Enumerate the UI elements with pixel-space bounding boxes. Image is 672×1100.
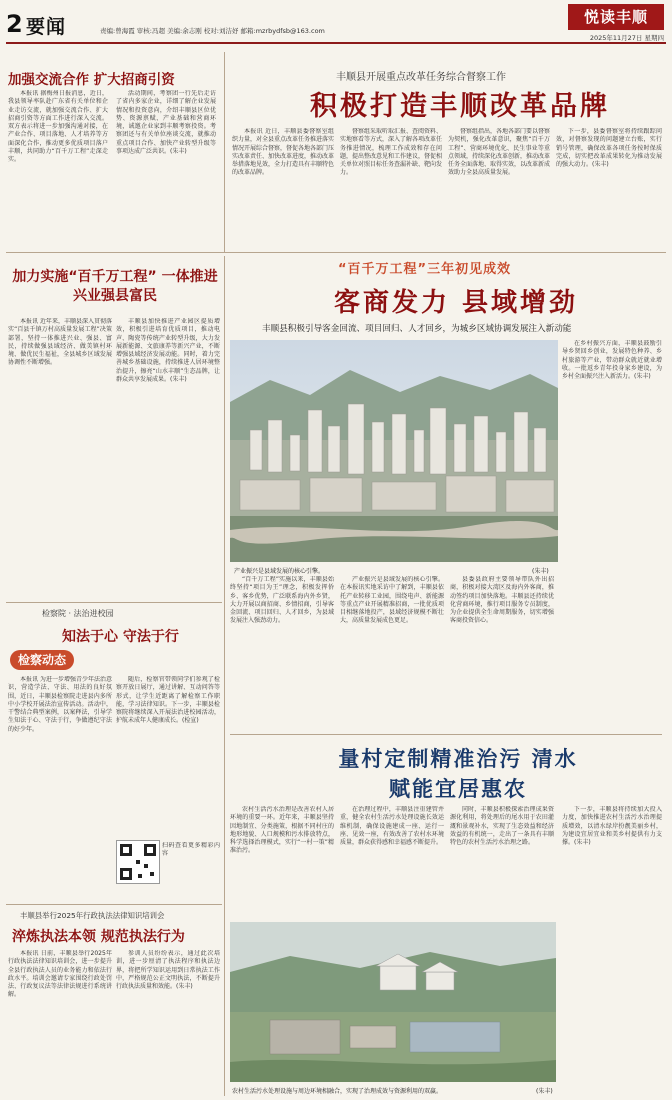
page-header [0,0,672,44]
article-ten-thousand-col2 [116,318,220,588]
photo-caption-investment: 产业振兴是县域发展的核心引擎。 [234,568,325,575]
article-paragraph: 本报讯 据梅州日报消息，近日，我县领导率队赴广东省有关单位和企业走访交流，就加强交流合作、扩大招商引资等方面工作进行深入交流。双方表示将进一步加强沟通对接，在产业合作、项目落地、人才培养等方面深化合作，推动更多优质项目落户丰顺，共同助力“百千万工程”走深走实。 [8,90,108,164]
article-enforce-col2 [116,950,220,1092]
headline-village: 量村定制精准治污 清水赋能宜居惠农 [338,746,578,801]
article-paragraph: 丰顺县加快推进产业园区提质增效，积极引进培育优质项目，推动电声、陶瓷等传统产业转型升级，大力发展新能源、文旅康养等新兴产业，不断增强县域经济发展动能。同时，着力完善城乡基础设施，持续推进人居环境整治提升，擦亮“山水丰顺”生态品牌，让群众共享发展成果。(朱丰) [116,318,220,384]
qr-note-text: 扫码查看更多精彩内容 [162,842,220,858]
village-photo [230,922,556,1082]
article-law-col1 [8,676,112,904]
village-illustration [230,922,556,1082]
article-paragraph: 下一步，县委督察室将持续跟踪问效，对督察发现的问题建立台账，实行销号管理，确保改革各项任务按时保质完成，切实把改革成果转化为推动发展的强大动力。(朱丰) [556,128,662,169]
section-divider [6,252,666,253]
article-paragraph: 督察组指出，各地各部门要以督察为契机，强化改革意识，聚焦“百千万工程”、营商环境优化、民生事业等重点领域，持续深化改革创新，推动改革任务全面落地、取得实效，以改革新成效助力全县高质量发展。 [448,128,550,177]
article-paragraph: “百千万工程”实施以来，丰顺县始终坚持“项目为王”理念，积极发挥侨乡、客乡优势，广泛联系海内外乡贤，大力开展以商招商、乡情招商，引导客金回流、项目回归、人才回乡，为县域发展注入强劲动力。 [230,576,334,625]
article-exchange-col2 [116,90,216,240]
headline-reform: 积极打造丰顺改革品牌 [310,91,610,122]
city-skyline-photo [230,340,558,562]
photo-credit-village: (朱丰) [536,1088,553,1095]
qr-code[interactable] [116,840,160,884]
paper-name-badge: 悦读丰顺 [568,4,664,30]
article-paragraph: 农村生活污水治理是改善农村人居环境的重要一环。近年来，丰顺县坚持因地制宜、分类施策，根据不同村庄的地形地貌、人口规模和污水排放特点，科学选择治理模式，实行“一村一策”精准治污。 [230,806,334,855]
article-village-col2 [340,806,444,918]
header-rule [6,42,666,44]
article-investment-col1 [230,576,334,726]
headline-ten-thousand: 加力实施“百千万工程” 一体推进兴业强县富民 [12,269,218,304]
article-village-col4 [562,806,662,1092]
article-paragraph: 在乡村振兴方面，丰顺县鼓励引导乡贤回乡创业，发展特色种养、乡村旅游等产业，带动群众就近就业增收。一批返乡青年投身家乡建设，为乡村全面振兴注入新活力。(朱丰) [562,340,662,381]
article-paragraph: 本报讯 近日，丰顺县委督察室组织力量，对全县重点改革任务推进落实情况开展综合督察，督促各地各部门压实改革责任、加快改革进度，推动改革举措落地见效，全力打造具有丰顺特色的改革品牌。 [232,128,334,177]
page-number: 2 [6,10,23,38]
qr-code-icon [117,841,159,883]
article-investment-col4 [562,340,662,726]
article-village-col3 [450,806,554,918]
article-investment-col3 [450,576,554,726]
article-village-col1 [230,806,334,918]
article-reform-col4 [556,128,662,246]
kicker-enforce: 丰顺县举行2025年行政执法法律知识培训会 [20,911,165,920]
article-paragraph: 参训人员纷纷表示，通过此次培训，进一步厘清了执法程序和执法边界，将把所学知识运用到日常执法工作中，严格规范公正文明执法，不断提升行政执法质量和效能。(朱丰) [116,950,220,991]
article-exchange-col1 [8,90,108,240]
kicker-reform: 丰顺县开展重点改革任务综合督察工作 [336,72,506,83]
section-divider [6,602,222,603]
kicker-law: 检察院 · 法治进校园 [42,609,114,618]
headline-law: 知法于心 守法于行 [62,629,179,645]
kicker-banner-investment: “百千万工程”三年初见成效 [338,262,512,277]
headline-investment: 客商发力 县域增劲 [334,288,579,318]
section-divider [6,904,222,905]
article-enforce-col1 [8,950,112,1092]
article-paragraph: 活动期间，考察团一行先后走访了省内多家企业，详细了解企业发展情况和投资意向，介绍丰顺县区位优势、资源禀赋、产业基础和营商环境，诚邀企业家到丰顺考察投资。考察团还与有关单位座谈交流，就推动重点项目合作、加快产业转型升级等事项达成广泛共识。(朱丰) [116,90,216,156]
article-paragraph: 产业振兴是县域发展的核心引擎。在本报讯实地采访中了解到，丰顺县依托产业转移工业园，围绕电声、新能源等重点产业开展精准招商，一批优质项目相继落地投产，县域经济规模不断壮大，高质量发展成色更足。 [340,576,444,625]
headline-exchange: 加强交流合作 扩大招商引资 [8,72,175,88]
column-divider [224,256,225,1096]
article-paragraph: 下一步，丰顺县将持续加大投入力度，加快推进农村生活污水治理提质增效，以清水绿岸扮靓美丽乡村，为建设宜居宜业和美乡村提供有力支撑。(朱丰) [562,806,662,847]
section-divider [230,734,662,735]
article-paragraph: 随后，检察官带领同学们参观了检察开放日展厅，通过讲解、互动问答等形式，让学生近距离了解检察工作职能，学习法律知识。下一步，丰顺县检察院将继续深入开展法治进校园活动，护航未成年人健康成长。(检宣) [116,676,220,725]
article-paragraph: 在治理过程中，丰顺县注重建管并重，健全农村生活污水处理设施长效运维机制，确保设施建成一座、运行一座、见效一座，有效改善了农村水环境质量，群众获得感和幸福感不断提升。 [340,806,444,847]
article-paragraph: 本报讯 日前，丰顺县举行2025年行政执法法律知识培训会，进一步提升全县行政执法人员的业务能力和依法行政水平。培训会邀请专家围绕行政处罚法、行政复议法等法律法规进行系统讲解。 [8,950,112,999]
photo-caption-village: 农村生活污水处理设施与周边环境相融合，实现了治理成效与资源利用的双赢。 [232,1088,443,1095]
headline-enforce: 淬炼执法本领 规范执法行为 [12,929,185,945]
subtitle-investment: 丰顺县积极引导客金回流、项目回归、人才回乡，为城乡区域协调发展注入新动能 [262,324,572,334]
article-paragraph: 同时，丰顺县积极探索治理成果资源化利用，将处理后的尾水用于农田灌溉和景观补水，实现了生态效益和经济效益的有机统一，走出了一条具有丰顺特色的农村生活污水治理之路。 [450,806,554,847]
issue-date: 2025年11月27日 星期四 [589,34,664,42]
editor-meta: 责编:曾海霞 审核:冯超 美编:余志刚 校对:刘洁妤 邮箱:mzrbydfsb@163.com [100,27,325,35]
photo-credit-investment: (朱丰) [532,568,549,575]
article-investment-col2 [340,576,444,726]
banner-badge-law: 检察动态 [10,650,74,670]
section-title: 要闻 [26,16,67,38]
skyline-illustration [230,340,558,562]
column-divider [224,52,225,252]
article-reform-col2 [340,128,442,246]
article-reform-col1 [232,128,334,246]
article-law-col2 [116,676,220,826]
qr-note [162,842,220,882]
article-paragraph: 督察组采取听取汇报、查阅资料、实地察看等方式，深入了解各项改革任务推进情况，梳理工作成效和存在问题，提出整改意见和工作建议，督促相关单位对照目标任务查漏补缺、靶向发力。 [340,128,442,177]
article-paragraph: 本报讯 为进一步增强青少年法治意识，营造学法、守法、用法的良好氛围，近日，丰顺县检察院走进县内多所中小学校开展法治宣传活动。活动中，干警结合典型案例，以案释法，引导学生知法于心、守法于行，争做遵纪守法的好少年。 [8,676,112,733]
article-paragraph: 县委县政府主要领导带队外出招商，积极对接大湾区及海内外客商，推动签约项目加快落地。丰顺县还持续优化营商环境，推行项目服务专员制度，为企业提供全生命周期服务，切实增强客商投资信心。 [450,576,554,625]
article-paragraph: 本报讯 近年来，丰顺县深入贯彻落实“百县千镇万村高质量发展工程”决策部署，坚持一体推进兴业、强县、富民，持续做强县域经济、做美镇村环境、做优民生福祉，全县城乡区域发展协调性不断增强。 [8,318,112,367]
article-reform-col3 [448,128,550,246]
article-ten-thousand-col1 [8,318,112,588]
